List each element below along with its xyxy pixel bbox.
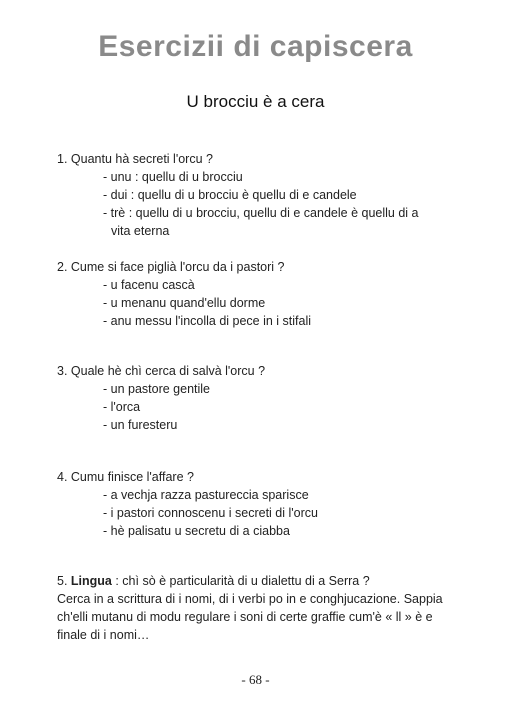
answer-option: - i pastori connoscenu i secreti di l'orcu bbox=[103, 506, 318, 520]
answer-option: - un pastore gentile bbox=[103, 382, 211, 396]
answer-option: - hè palisatu u secretu di a ciabba bbox=[103, 524, 290, 538]
answer-option: - un furesteru bbox=[103, 418, 178, 432]
question-text: : chì sò è particularità di u dialettu di a Serra ? bbox=[111, 574, 370, 588]
answer-option: - dui : quellu di u brocciu è quellu di e candele bbox=[103, 188, 357, 202]
answer-option: - u menanu quand'ellu dorme bbox=[103, 296, 266, 310]
answer-option: - unu : quellu di u brocciu bbox=[103, 170, 243, 184]
answer-option: - a vechja razza pastureccia sparisce bbox=[103, 488, 309, 502]
question-2 bbox=[57, 258, 477, 330]
question-text: 4. Cumu finisce l'affare ? bbox=[57, 470, 194, 484]
page-title: Esercizii di capiscera bbox=[98, 30, 413, 63]
question-text: 1. Quantu hà secreti l'orcu ? bbox=[57, 152, 213, 166]
question-text: 3. Quale hè chì cerca di salvà l'orcu ? bbox=[57, 364, 266, 378]
page-subtitle: U brocciu è a cera bbox=[186, 92, 325, 111]
question-keyword: Lingua bbox=[70, 574, 112, 588]
answer-list bbox=[57, 486, 477, 540]
question-text: 2. Cume si face piglià l'orcu da i pastori ? bbox=[57, 260, 285, 274]
page-number: - 68 - bbox=[241, 672, 270, 687]
answer-option: - anu messu l'incolla di pece in i stifali bbox=[103, 314, 312, 328]
answer-continuation-text: vita eterna bbox=[111, 224, 170, 238]
question-1 bbox=[57, 150, 477, 240]
question-5 bbox=[57, 572, 457, 644]
answer-option-continuation bbox=[103, 222, 477, 240]
answer-list bbox=[57, 276, 477, 330]
question-number: 5. bbox=[57, 574, 68, 588]
question-4 bbox=[57, 468, 477, 540]
answer-option: - l'orca bbox=[103, 400, 141, 414]
answer-list bbox=[57, 380, 477, 434]
answer-list bbox=[57, 168, 477, 240]
answer-option: - u facenu cascà bbox=[103, 278, 195, 292]
question-body: Cerca in a scrittura di i nomi, di i verbi po in e conghjucazione. Sappia ch'elli mutanu di modu regulare i soni di certe graffie cum'è « ll » è e finale di i nomi… bbox=[57, 592, 443, 642]
question-3 bbox=[57, 362, 477, 434]
answer-option: - trè : quellu di u brocciu, quellu di e candele è quellu di a bbox=[103, 206, 419, 220]
